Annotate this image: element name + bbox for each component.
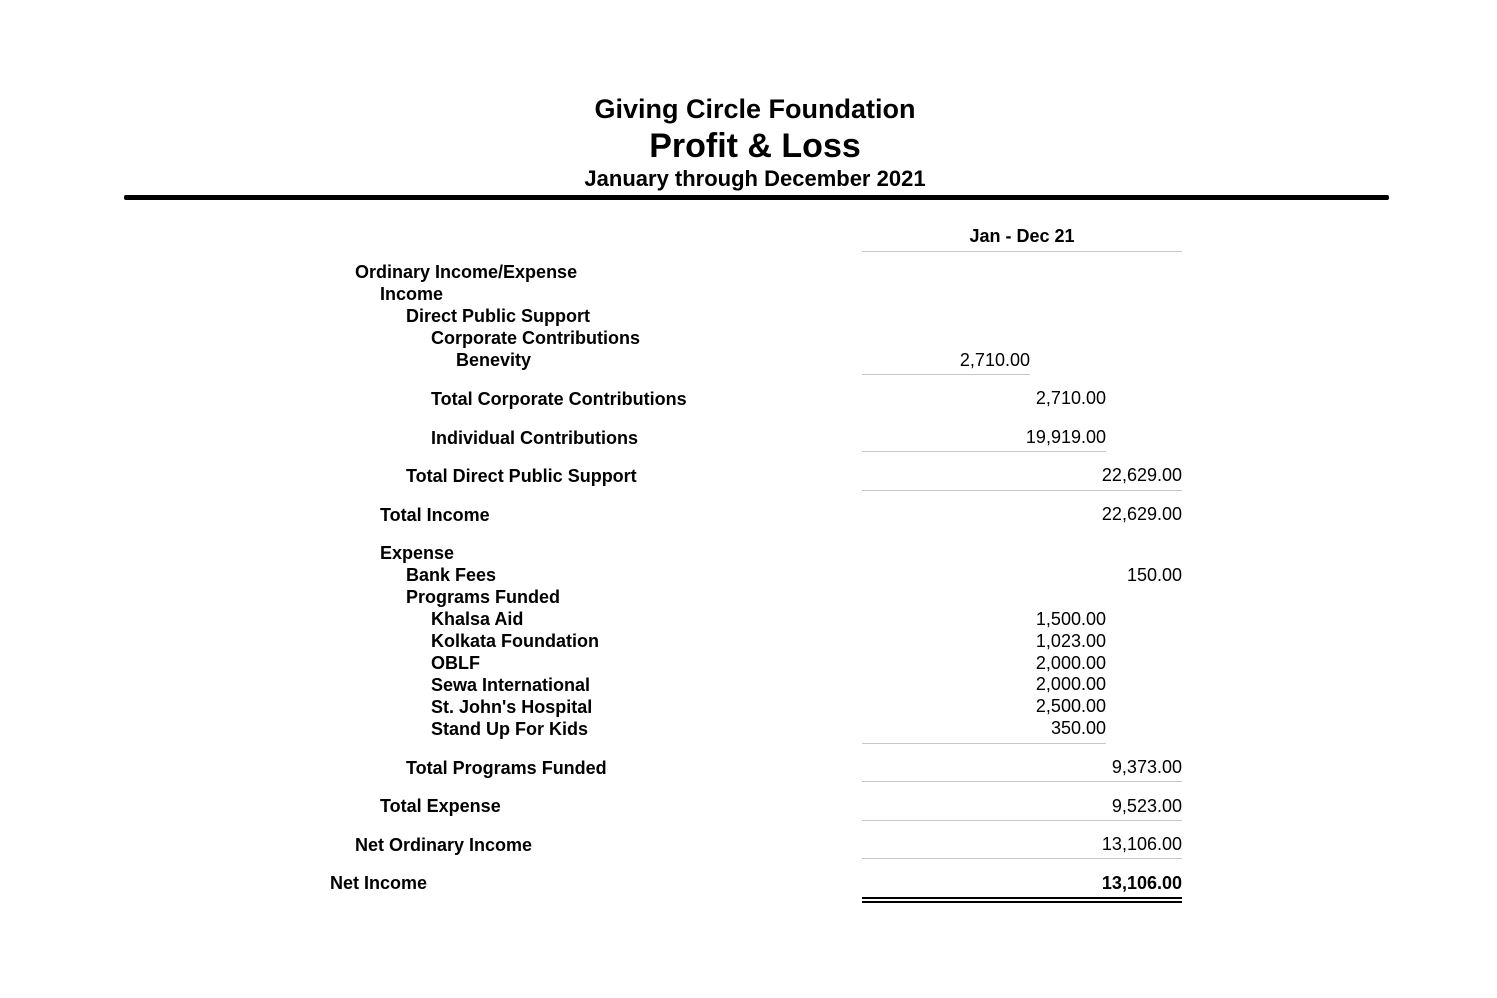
row-label-kolkata-foundation: Kolkata Foundation — [431, 631, 599, 651]
subtotal-line — [862, 743, 1106, 744]
subtotal-line — [862, 451, 1106, 452]
company-name: Giving Circle Foundation — [594, 94, 916, 124]
row-label-oblf: OBLF — [431, 653, 480, 673]
row-value-benevity: 2,710.00 — [959, 350, 1030, 370]
subtotal-line — [862, 858, 1182, 859]
row-label-total-programs-funded: Total Programs Funded — [406, 758, 607, 778]
double-underline — [862, 897, 1182, 903]
row-value-stand-up-for-kids: 350.00 — [1050, 718, 1106, 738]
row-value-oblf: 2,000.00 — [1035, 653, 1106, 673]
row-label-benevity: Benevity — [456, 350, 532, 370]
row-label-total-direct-public-support: Total Direct Public Support — [406, 466, 637, 486]
row-label-st-johns-hospital: St. John's Hospital — [431, 697, 593, 717]
row-label-khalsa-aid: Khalsa Aid — [431, 609, 524, 629]
row-label-total-income: Total Income — [380, 505, 490, 525]
row-label-income: Income — [380, 284, 444, 304]
row-value-sewa-international: 2,000.00 — [1035, 674, 1106, 694]
row-value-khalsa-aid: 1,500.00 — [1035, 609, 1106, 629]
row-label-individual-contributions: Individual Contributions — [431, 428, 638, 448]
row-label-direct-public-support: Direct Public Support — [406, 306, 591, 326]
row-value-total-direct-public-support: 22,629.00 — [1101, 465, 1182, 485]
row-label-expense: Expense — [380, 543, 455, 563]
row-label-total-corporate-contributions: Total Corporate Contributions — [431, 389, 687, 409]
row-value-individual-contributions: 19,919.00 — [1025, 427, 1106, 447]
header-rule — [124, 195, 1389, 200]
row-label-net-income: Net Income — [330, 873, 428, 893]
report-period: January through December 2021 — [584, 166, 926, 191]
subtotal-line — [862, 374, 1030, 375]
row-label-sewa-international: Sewa International — [431, 675, 591, 695]
row-value-st-johns-hospital: 2,500.00 — [1035, 696, 1106, 716]
row-value-net-income: 13,106.00 — [1101, 873, 1182, 893]
subtotal-line — [862, 820, 1182, 821]
row-value-bank-fees: 150.00 — [1126, 565, 1182, 585]
row-label-bank-fees: Bank Fees — [406, 565, 497, 585]
row-value-total-corporate-contributions: 2,710.00 — [1035, 388, 1106, 408]
row-label-stand-up-for-kids: Stand Up For Kids — [431, 719, 588, 739]
row-label-total-expense: Total Expense — [380, 796, 501, 816]
subtotal-line — [862, 490, 1182, 491]
report-title: Profit & Loss — [649, 127, 861, 165]
subtotal-line — [862, 781, 1182, 782]
row-label-programs-funded: Programs Funded — [406, 587, 561, 607]
column-header-underline — [862, 251, 1182, 252]
row-label-corporate-contributions: Corporate Contributions — [431, 328, 640, 348]
row-value-total-income: 22,629.00 — [1101, 504, 1182, 524]
column-header: Jan - Dec 21 — [969, 226, 1075, 246]
row-value-net-ordinary-income: 13,106.00 — [1101, 834, 1182, 854]
row-label-ordinary-income-expense: Ordinary Income/Expense — [355, 262, 578, 282]
row-value-kolkata-foundation: 1,023.00 — [1035, 631, 1106, 651]
row-value-total-programs-funded: 9,373.00 — [1111, 757, 1182, 777]
row-value-total-expense: 9,523.00 — [1111, 796, 1182, 816]
row-label-net-ordinary-income: Net Ordinary Income — [355, 835, 533, 855]
